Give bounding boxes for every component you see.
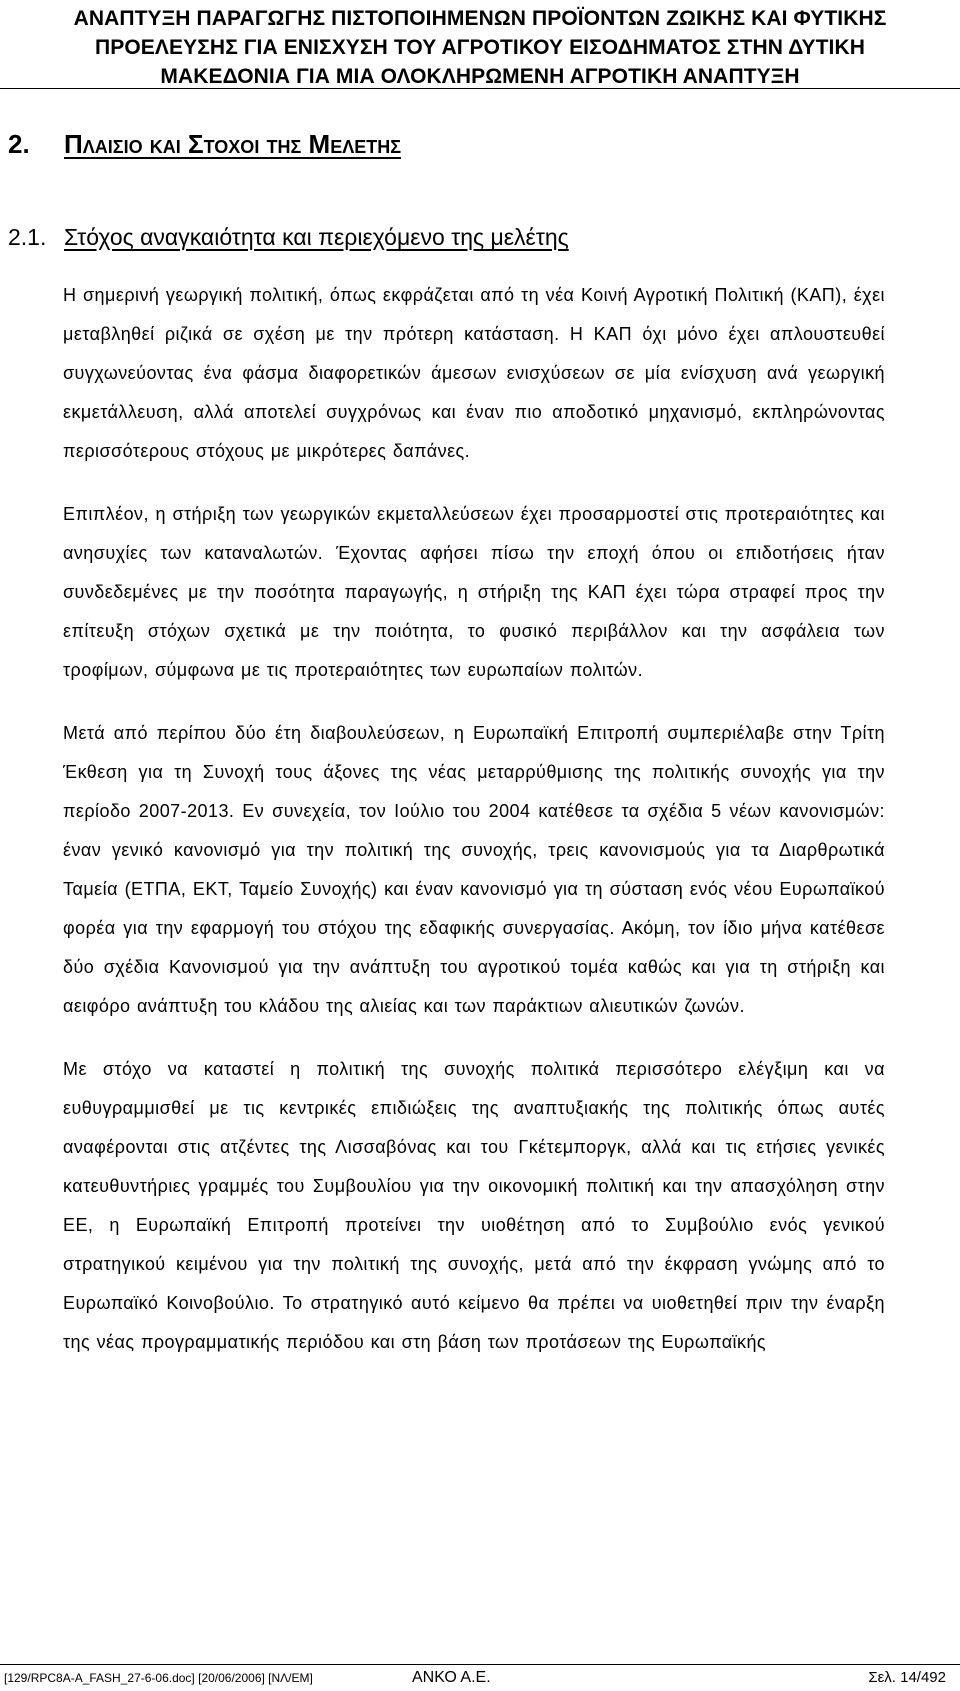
- paragraph: Με στόχο να καταστεί η πολιτική της συνοχής πολιτικά περισσότερο ελέγξιμη και να ευθυγραμμισθεί με τις κεντρικές επιδιώξεις της αναπτυξιακής της πολιτικής όπως αυτές αναφέρονται στις ατζέντες της Λισσαβόνας και του Γκέτεμποργκ, αλλά και τις ετήσιες γενικές κατευθυντήριες γραμμές του Συμβουλίου για την οικονομική πολιτική και την απασχόληση στην ΕΕ, η Ευρωπαϊκή Επιτροπή προτείνει την υιοθέτηση από το Συμβούλιο ενός γενικού στρατηγικού κειμένου για την πολιτική της συνοχής, μετά από την έκφραση γνώμης από το Ευρωπαϊκό Κοινοβούλιο. Το στρατηγικό αυτό κείμενο θα πρέπει να υιοθετηθεί πριν την έναρξη της νέας προγραμματικής περιόδου και στη βάση των προτάσεων της Ευρωπαϊκής: [63, 1059, 885, 1352]
- body-text: [63, 276, 885, 1386]
- header-line: ΠΡΟΕΛΕΥΣΗΣ ΓΙΑ ΕΝΙΣΧΥΣΗ ΤΟΥ ΑΓΡΟΤΙΚΟΥ ΕΙΣΟΔΗΜΑΤΟΣ ΣΤΗΝ ΔΥΤΙΚΗ: [95, 36, 865, 59]
- page-number: Σελ. 14/492: [868, 1669, 946, 1686]
- header-line: ΑΝΑΠΤΥΞΗ ΠΑΡΑΓΩΓΗΣ ΠΙΣΤΟΠΟΙΗΜΕΝΩΝ ΠΡΟΪΟΝΤΩΝ ΖΩΙΚΗΣ ΚΑΙ ΦΥΤΙΚΗΣ: [73, 7, 887, 30]
- section-title: Πλαισιο και Στοχοι της Μελετης: [64, 129, 402, 159]
- subsection-number: 2.1.: [8, 224, 47, 250]
- footer-divider: [0, 1664, 960, 1665]
- header-line: ΜΑΚΕΔΟΝΙΑ ΓΙΑ ΜΙΑ ΟΛΟΚΛΗΡΩΜΕΝΗ ΑΓΡΟΤΙΚΗ ΑΝΑΠΤΥΞΗ: [160, 65, 800, 88]
- paragraph: Επιπλέον, η στήριξη των γεωργικών εκμεταλλεύσεων έχει προσαρμοστεί στις προτεραιότητες και ανησυχίες των καταναλωτών. Έχοντας αφήσει πίσω την εποχή όπου οι επιδοτήσεις ήταν συνδεδεμένες με την ποσότητα παραγωγής, η στήριξη της ΚΑΠ έχει τώρα στραφεί προς την επίτευξη στόχων σχετικά με την ποιότητα, το φυσικό περιβάλλον και την ασφάλεια των τροφίμων, σύμφωνα με τις προτεραιότητες των ευρωπαίων πολιτών.: [63, 504, 885, 680]
- subsection-title: Στόχος αναγκαιότητα και περιεχόμενο της μελέτης: [64, 224, 569, 250]
- footer-company: ΑΝΚΟ Α.Ε.: [412, 1669, 491, 1686]
- footer-reference: [129/RPC8A-A_FASH_27-6-06.doc] [20/06/2006] [ΝΛ/ΕΜ]: [4, 1671, 313, 1685]
- paragraph: Η σημερινή γεωργική πολιτική, όπως εκφράζεται από τη νέα Κοινή Αγροτική Πολιτική (ΚΑΠ), έχει μεταβληθεί ριζικά σε σχέση με την πρότερη κατάσταση. Η ΚΑΠ όχι μόνο έχει απλουστευθεί συγχωνεύοντας ένα φάσμα διαφορετικών άμεσων ενισχύσεων σε μία ενίσχυση ανά γεωργική εκμετάλλευση, αλλά αποτελεί συγχρόνως και έναν πιο αποδοτικό μηχανισμό, εκπληρώνοντας περισσότερους στόχους με μικρότερες δαπάνες.: [63, 285, 885, 461]
- section-number: 2.: [8, 129, 30, 159]
- paragraph: Μετά από περίπου δύο έτη διαβουλεύσεων, η Ευρωπαϊκή Επιτροπή συμπεριέλαβε στην Τρίτη Έκθεση για τη Συνοχή τους άξονες της νέας μεταρρύθμισης της πολιτικής συνοχής για την περίοδο 2007-2013. Εν συνεχεία, τον Ιούλιο του 2004 κατέθεσε τα σχέδια 5 νέων κανονισμών: έναν γενικό κανονισμό για την πολιτική της συνοχής, τρεις κανονισμούς για τα Διαρθρωτικά Ταμεία (ΕΤΠΑ, ΕΚΤ, Ταμείο Συνοχής) και έναν κανονισμό για τη σύσταση ενός νέου Ευρωπαϊκού φορέα για την εφαρμογή του στόχου της εδαφικής συνεργασίας. Ακόμη, τον ίδιο μήνα κατέθεσε δύο σχέδια Κανονισμού για την ανάπτυξη του αγροτικού τομέα καθώς και για τη στήριξη και αειφόρο ανάπτυξη του κλάδου της αλιείας και των παράκτιων αλιευτικών ζωνών.: [63, 723, 885, 1016]
- document-footer: [0, 1668, 960, 1688]
- header-divider: [0, 88, 960, 89]
- document-header: [0, 4, 960, 91]
- subsection-heading: [8, 222, 569, 252]
- section-heading: [8, 128, 401, 160]
